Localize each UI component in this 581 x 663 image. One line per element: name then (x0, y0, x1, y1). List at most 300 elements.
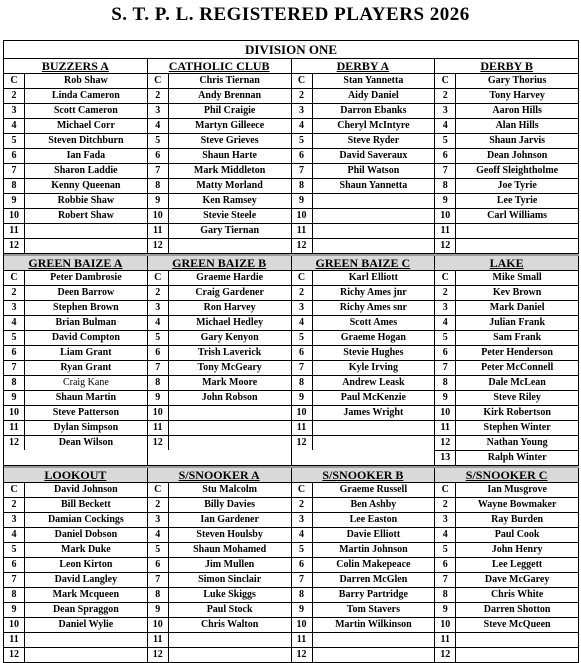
player-row (148, 149, 291, 164)
player-row (4, 286, 147, 301)
player-number: 5 (292, 331, 313, 345)
player-name: Sharon Laddie (54, 165, 118, 176)
player-row (435, 316, 578, 331)
player-number: 12 (4, 436, 25, 450)
player-row (435, 513, 578, 528)
player-number: 8 (148, 588, 169, 602)
player-name: Liam Grant (60, 347, 112, 358)
player-name: Mike Small (492, 272, 542, 283)
player-name: Steven Ditchburn (48, 135, 124, 146)
player-row (292, 104, 435, 119)
team-column (4, 59, 148, 253)
player-row (148, 104, 291, 119)
player-row (148, 376, 291, 391)
player-number: 3 (292, 104, 313, 118)
player-name: Ryan Grant (60, 362, 112, 373)
player-number: 8 (435, 179, 456, 193)
player-row (148, 558, 291, 573)
team-name: GREEN BAIZE A (4, 256, 147, 271)
player-name: Craig Gardener (195, 287, 264, 298)
player-row (4, 406, 147, 421)
player-number: 12 (435, 239, 456, 253)
player-number: 4 (4, 528, 25, 542)
player-row (292, 149, 435, 164)
player-row (4, 588, 147, 603)
player-name: David Saveraux (339, 150, 408, 161)
player-row (4, 119, 147, 134)
player-name (169, 239, 291, 253)
player-number: 10 (148, 618, 169, 632)
player-number: 12 (148, 648, 169, 662)
player-name: Mark Mcqueen (52, 589, 120, 600)
player-row (435, 406, 578, 421)
player-number: 9 (148, 194, 169, 208)
team-name: CATHOLIC CLUB (148, 59, 291, 74)
team-section (4, 254, 579, 466)
player-name (456, 239, 578, 253)
team-name: S/SNOOKER B (292, 468, 435, 483)
player-number: 4 (4, 119, 25, 133)
player-row (148, 134, 291, 149)
player-row (435, 346, 578, 361)
player-number: 7 (435, 361, 456, 375)
player-name (169, 633, 291, 647)
player-name: Rob Shaw (64, 75, 108, 86)
player-name: Aaron Hills (492, 105, 542, 116)
page-title: S. T. P. L. REGISTERED PLAYERS 2026 (111, 4, 470, 25)
player-number: C (4, 74, 25, 88)
player-name: Paul Cook (494, 529, 540, 540)
player-number: 3 (148, 513, 169, 527)
player-name: Brian Bulman (55, 317, 117, 328)
player-name: Shaun Jarvis (489, 135, 546, 146)
player-row (292, 164, 435, 179)
player-number: 5 (4, 134, 25, 148)
player-number: 2 (148, 286, 169, 300)
player-number: 6 (148, 558, 169, 572)
player-number: 10 (4, 618, 25, 632)
player-number: 7 (148, 361, 169, 375)
player-row (435, 573, 578, 588)
player-name: Lee Easton (349, 514, 398, 525)
player-name (25, 633, 147, 647)
player-number: 4 (148, 316, 169, 330)
player-row (148, 209, 291, 224)
player-row (148, 239, 291, 253)
player-row (292, 271, 435, 286)
player-number: 7 (148, 164, 169, 178)
player-row (292, 331, 435, 346)
player-name: Dean Wilson (58, 437, 114, 448)
player-number: 6 (148, 346, 169, 360)
player-row (148, 483, 291, 498)
player-number: 4 (292, 119, 313, 133)
player-number: C (4, 483, 25, 497)
player-name: Tony McGeary (197, 362, 262, 373)
player-row (148, 194, 291, 209)
player-row (148, 89, 291, 104)
player-name (456, 224, 578, 238)
player-number: 2 (435, 498, 456, 512)
player-row (4, 573, 147, 588)
team-name: LAKE (435, 256, 578, 271)
team-name: BUZZERS A (4, 59, 147, 74)
player-row (292, 301, 435, 316)
player-number: 3 (292, 301, 313, 315)
team-column (4, 256, 148, 465)
player-name: Daniel Wylie (58, 619, 114, 630)
player-name (313, 224, 435, 238)
player-number: 6 (292, 558, 313, 572)
team-column (435, 468, 579, 662)
player-row (292, 361, 435, 376)
player-number: 6 (435, 558, 456, 572)
player-name: Michael Hedley (196, 317, 264, 328)
player-number: 3 (435, 513, 456, 527)
player-row (435, 74, 578, 89)
player-name: Dean Johnson (486, 150, 548, 161)
player-number: 2 (292, 89, 313, 103)
team-section (4, 59, 579, 254)
player-number: 10 (292, 209, 313, 223)
division-heading: DIVISION ONE (4, 41, 579, 59)
player-number: 12 (435, 648, 456, 662)
player-number: 5 (435, 543, 456, 557)
team-column (148, 468, 292, 662)
player-name: Ian Fada (66, 150, 106, 161)
player-row (292, 391, 435, 406)
player-name: Lee Leggett (491, 559, 543, 570)
player-row (148, 513, 291, 528)
player-number: 13 (435, 451, 456, 465)
player-row (148, 528, 291, 543)
player-row (435, 498, 578, 513)
player-row (292, 119, 435, 134)
player-number: C (292, 271, 313, 285)
player-name: Alan Hills (495, 120, 539, 131)
player-row (292, 436, 435, 450)
player-row (435, 483, 578, 498)
player-number: 11 (4, 633, 25, 647)
player-row (4, 648, 147, 662)
player-number: 5 (435, 134, 456, 148)
player-number: 5 (148, 543, 169, 557)
player-number: C (435, 74, 456, 88)
player-number: 7 (435, 573, 456, 587)
team-column (435, 256, 579, 465)
player-number: 8 (292, 179, 313, 193)
team-name: S/SNOOKER C (435, 468, 578, 483)
player-name (313, 194, 435, 208)
team-name: DERBY A (292, 59, 435, 74)
player-name: James Wright (343, 407, 404, 418)
player-number: 10 (148, 406, 169, 420)
player-number: C (4, 271, 25, 285)
player-name: Linda Cameron (51, 90, 120, 101)
player-number: 3 (292, 513, 313, 527)
player-name: Gary Thorius (487, 75, 547, 86)
player-name: Lee Tyrie (496, 195, 538, 206)
player-number: C (148, 271, 169, 285)
player-row (292, 603, 435, 618)
player-number: 12 (435, 436, 456, 450)
player-name (25, 224, 147, 238)
player-row (435, 209, 578, 224)
player-number: 12 (292, 436, 313, 450)
player-row (4, 331, 147, 346)
player-number: C (148, 483, 169, 497)
player-row (4, 528, 147, 543)
player-number: 12 (4, 648, 25, 662)
player-name: Phil Craigie (203, 105, 256, 116)
player-row (435, 528, 578, 543)
player-number: 2 (4, 89, 25, 103)
player-name: Stevie Hughes (343, 347, 404, 358)
player-row (435, 134, 578, 149)
player-name: Mark Moore (202, 377, 258, 388)
player-row (292, 316, 435, 331)
player-name: Ron Harvey (203, 302, 256, 313)
player-number: 10 (435, 618, 456, 632)
player-row (4, 134, 147, 149)
player-name: Stu Malcolm (202, 484, 257, 495)
player-name: Shaun Yannetta (339, 180, 408, 191)
player-name: Chris Walton (200, 619, 259, 630)
player-name: Damian Cockings (47, 514, 124, 525)
player-name: Cheryl McIntyre (337, 120, 410, 131)
player-row (148, 74, 291, 89)
player-row (435, 648, 578, 662)
player-row (148, 421, 291, 436)
player-name: David Compton (51, 332, 120, 343)
player-name (456, 633, 578, 647)
player-row (435, 558, 578, 573)
player-number: 6 (435, 149, 456, 163)
player-row (148, 164, 291, 179)
player-row (292, 346, 435, 361)
player-number: 9 (292, 603, 313, 617)
player-row (4, 89, 147, 104)
player-number: 10 (435, 209, 456, 223)
player-number: 10 (4, 209, 25, 223)
player-number: 4 (148, 119, 169, 133)
player-row (292, 528, 435, 543)
player-number: 9 (4, 194, 25, 208)
player-number: 10 (435, 406, 456, 420)
player-row (4, 361, 147, 376)
player-row (148, 588, 291, 603)
player-name: Luke Skiggs (203, 589, 256, 600)
player-number: 11 (4, 224, 25, 238)
player-name: Sam Frank (493, 332, 542, 343)
player-number: C (435, 271, 456, 285)
player-number: 9 (292, 194, 313, 208)
player-number: 8 (148, 376, 169, 390)
player-name: Leon Kirton (59, 559, 113, 570)
player-name (25, 239, 147, 253)
player-row (4, 179, 147, 194)
player-row (292, 286, 435, 301)
player-number: 11 (435, 224, 456, 238)
player-name: Nathan Young (486, 437, 548, 448)
player-name: Stephen Winter (483, 422, 551, 433)
player-number: 6 (4, 346, 25, 360)
player-name: Mark Duke (61, 544, 111, 555)
player-name (313, 209, 435, 223)
player-number: 8 (4, 588, 25, 602)
player-name: Shaun Harte (202, 150, 257, 161)
player-row (4, 603, 147, 618)
player-name (169, 436, 291, 450)
player-name: Steve Riley (493, 392, 541, 403)
player-row (148, 119, 291, 134)
player-name: Gary Kenyon (200, 332, 259, 343)
player-number: 9 (4, 603, 25, 617)
player-row (292, 239, 435, 253)
player-name: Robbie Shaw (57, 195, 115, 206)
player-number: 5 (292, 134, 313, 148)
player-name: Steve Ryder (347, 135, 400, 146)
player-number: C (292, 483, 313, 497)
player-row (435, 89, 578, 104)
player-row (4, 224, 147, 239)
player-number: 7 (4, 361, 25, 375)
player-name: Gary Tiernan (200, 225, 260, 236)
player-name: Ray Burden (491, 514, 544, 525)
player-number: 5 (292, 543, 313, 557)
player-row (148, 179, 291, 194)
player-name: Andrew Leask (342, 377, 405, 388)
player-number: 9 (435, 603, 456, 617)
player-name: Graeme Hardie (196, 272, 264, 283)
player-number: 11 (435, 633, 456, 647)
player-name: Darren McGlen (339, 574, 408, 585)
players-grid (3, 40, 579, 663)
player-name: Tony Harvey (489, 90, 545, 101)
player-name: Kirk Robertson (483, 407, 551, 418)
player-name: Bill Beckett (61, 499, 111, 510)
player-name: Aidy Daniel (347, 90, 399, 101)
player-row (4, 104, 147, 119)
player-name: Wayne Bowmaker (477, 499, 557, 510)
player-row (292, 573, 435, 588)
player-name: Matty Morland (196, 180, 263, 191)
player-number: 4 (435, 119, 456, 133)
player-number: 2 (4, 498, 25, 512)
team-name: GREEN BAIZE B (148, 256, 291, 271)
player-number: 8 (435, 376, 456, 390)
player-name: Steve McQueen (483, 619, 551, 630)
player-name (313, 633, 435, 647)
player-number: 6 (292, 346, 313, 360)
player-row (292, 134, 435, 149)
player-name: Julian Frank (489, 317, 546, 328)
player-row (435, 376, 578, 391)
player-name: Steve Grieves (200, 135, 259, 146)
player-name: Michael Corr (56, 120, 115, 131)
player-number: 7 (292, 361, 313, 375)
player-row (435, 224, 578, 239)
player-number: 10 (148, 209, 169, 223)
player-number: 7 (292, 164, 313, 178)
player-row (292, 483, 435, 498)
player-row (4, 316, 147, 331)
player-row (148, 543, 291, 558)
player-row (4, 558, 147, 573)
player-row (435, 603, 578, 618)
player-name: Geoff Sleightholme (476, 165, 559, 176)
player-name: Steve Patterson (52, 407, 120, 418)
player-name: Martyn Gilleece (195, 120, 265, 131)
player-number: 11 (148, 224, 169, 238)
player-name: Peter Dambrosie (50, 272, 122, 283)
player-number: 12 (148, 436, 169, 450)
player-name (313, 436, 435, 450)
player-row (292, 179, 435, 194)
player-name: Jim Mullen (205, 559, 255, 570)
player-name: Shaun Martin (55, 392, 117, 403)
player-number: 4 (148, 528, 169, 542)
player-name: Graeme Hogan (340, 332, 406, 343)
player-number: 7 (4, 573, 25, 587)
team-name: GREEN BAIZE C (292, 256, 435, 271)
player-row (435, 194, 578, 209)
player-number: 11 (292, 633, 313, 647)
player-name: Darren Shotton (483, 604, 551, 615)
player-name: Craig Kane (62, 377, 109, 388)
player-number: C (435, 483, 456, 497)
player-name: Karl Elliott (348, 272, 398, 283)
player-name: Kev Brown (492, 287, 542, 298)
player-name: Richy Ames jnr (340, 287, 407, 298)
player-name: Ralph Winter (487, 452, 547, 463)
player-name: Dave McGarey (484, 574, 550, 585)
player-number: 9 (435, 391, 456, 405)
player-number: 3 (4, 104, 25, 118)
player-number: 7 (292, 573, 313, 587)
player-row (4, 391, 147, 406)
player-name (313, 421, 435, 435)
player-row (4, 209, 147, 224)
player-row (435, 271, 578, 286)
player-number: 6 (4, 558, 25, 572)
player-name: Darron Ebanks (340, 105, 407, 116)
player-name: Carl Williams (487, 210, 548, 221)
player-number: 2 (4, 286, 25, 300)
player-name: Dylan Simpson (53, 422, 119, 433)
player-number: 6 (4, 149, 25, 163)
player-name: Chris Tiernan (199, 75, 260, 86)
player-row (292, 376, 435, 391)
player-number: 8 (435, 588, 456, 602)
player-name: John Henry (491, 544, 543, 555)
player-row (4, 633, 147, 648)
player-number: 11 (148, 421, 169, 435)
player-row (4, 513, 147, 528)
player-name: David Johnson (54, 484, 118, 495)
player-row (4, 239, 147, 253)
player-number: 7 (148, 573, 169, 587)
player-row (292, 406, 435, 421)
player-row (435, 421, 578, 436)
player-row (148, 391, 291, 406)
player-number: 5 (148, 134, 169, 148)
player-row (292, 74, 435, 89)
player-row (4, 149, 147, 164)
player-name: Daniel Dobson (54, 529, 118, 540)
player-number: 6 (435, 346, 456, 360)
player-name: John Robson (201, 392, 258, 403)
